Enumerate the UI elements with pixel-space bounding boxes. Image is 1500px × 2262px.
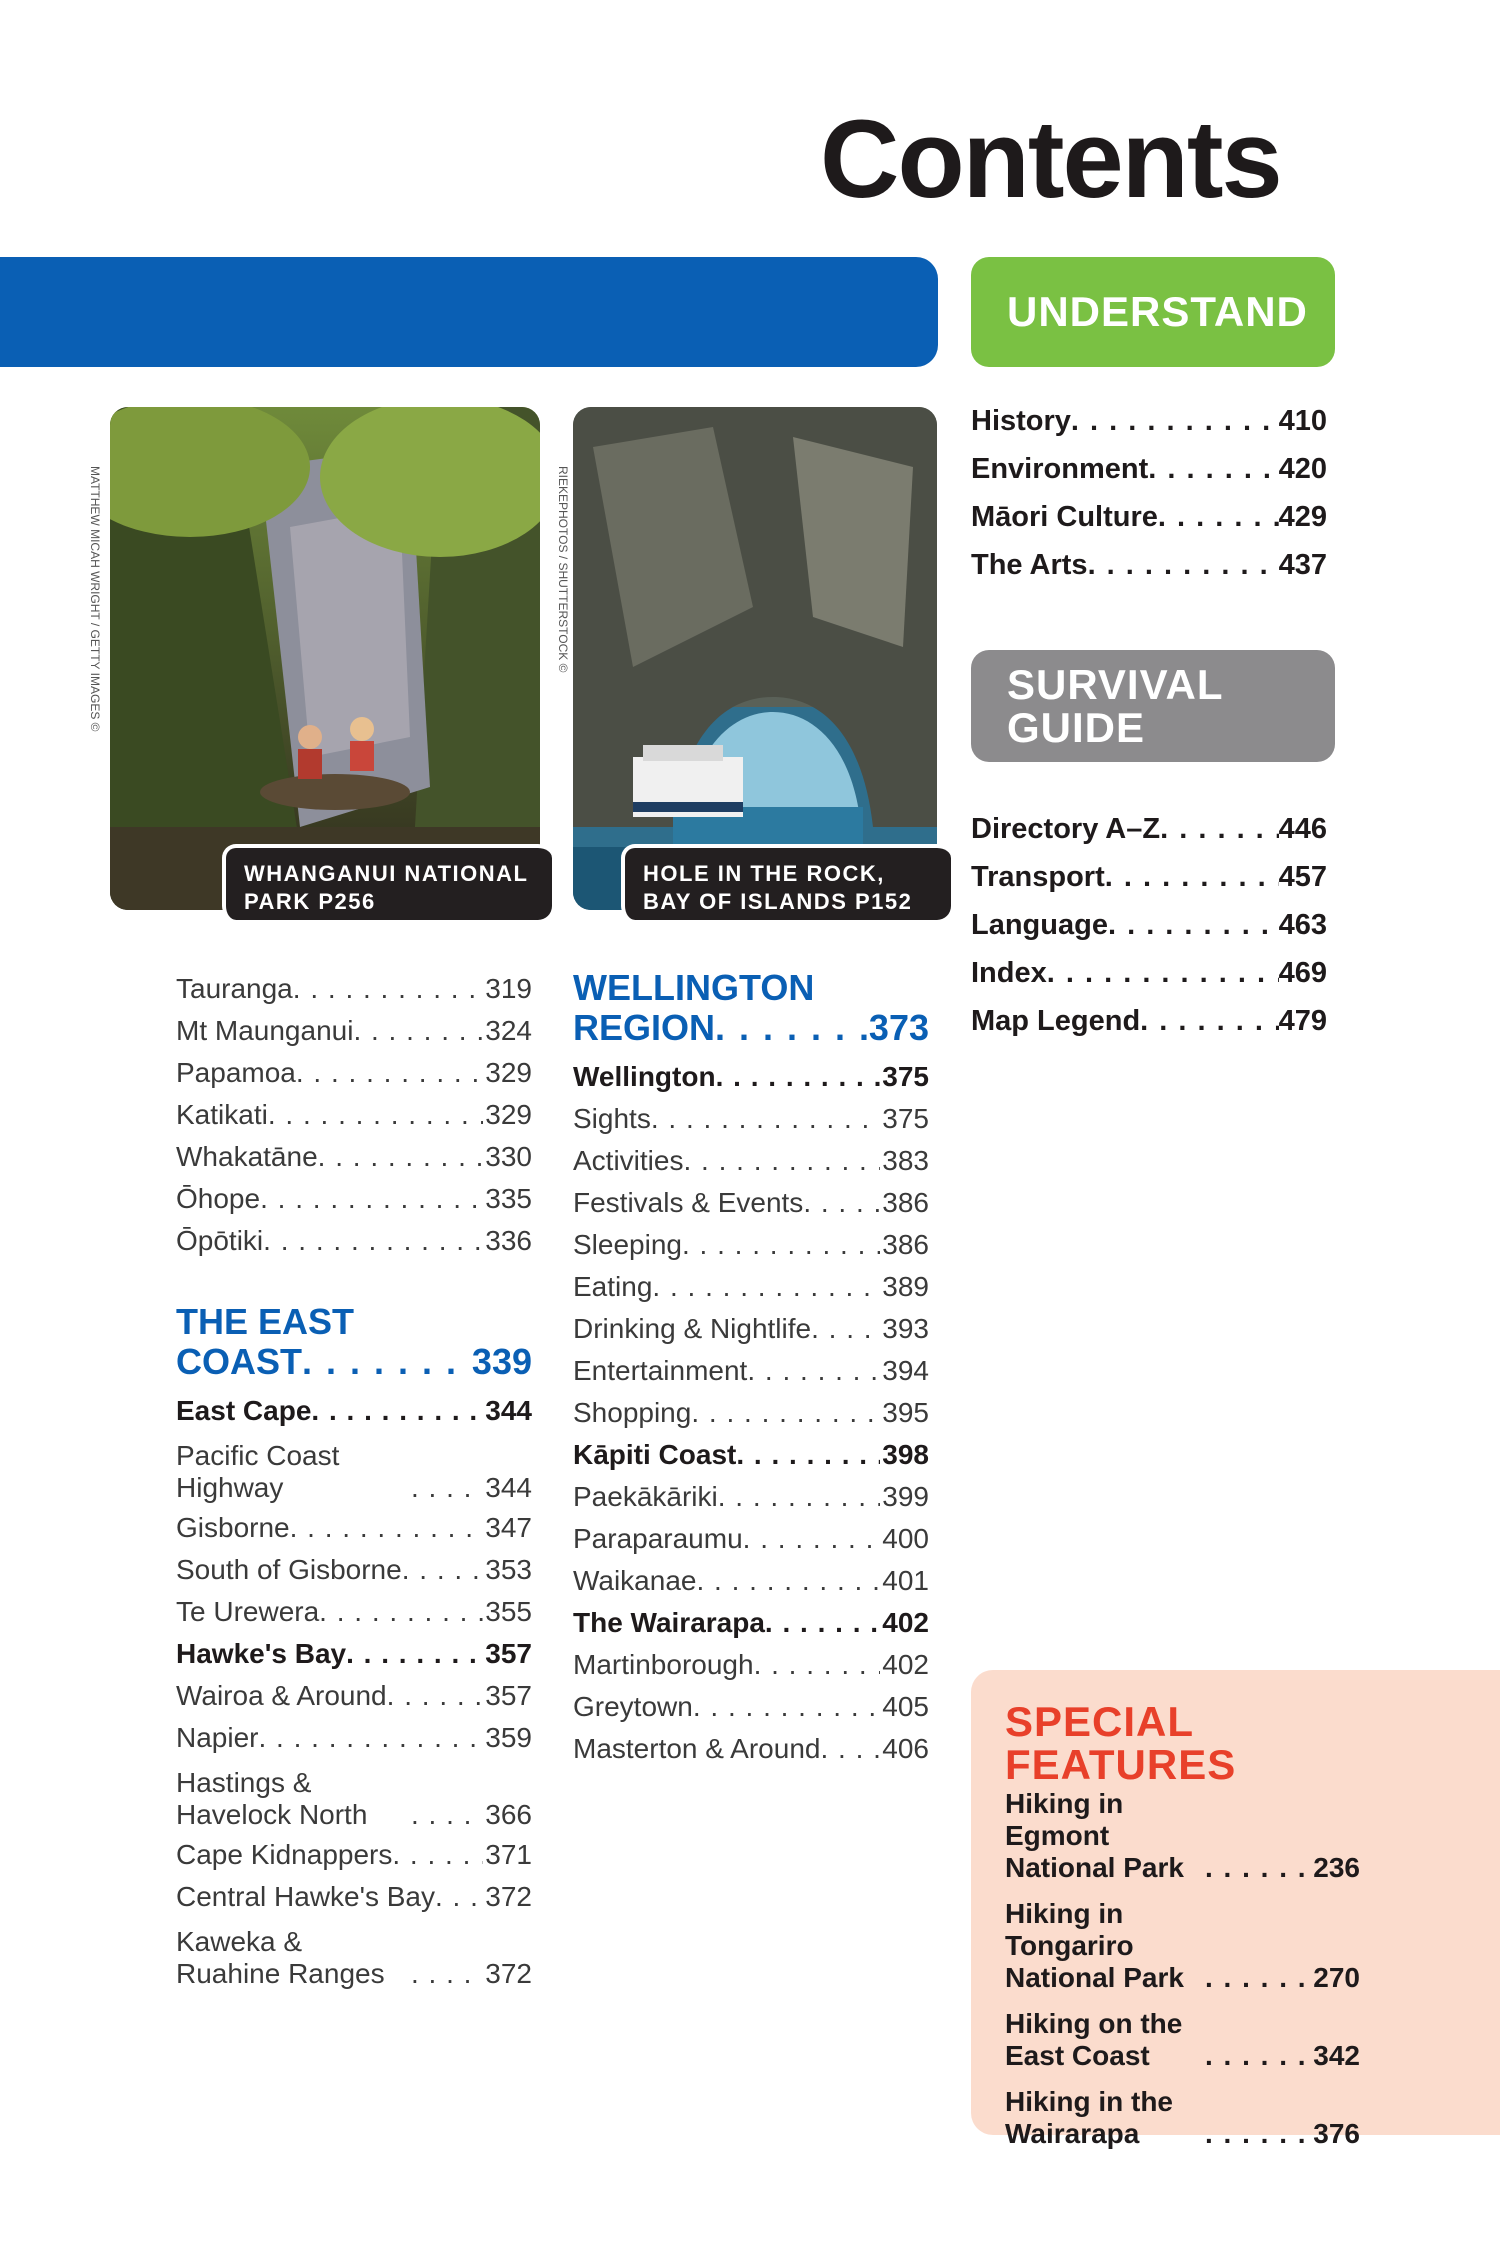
region-heading-east-coast[interactable]	[176, 1302, 532, 1382]
understand-item[interactable]: The Arts . . . 437	[971, 541, 1327, 589]
toc-item[interactable]: Kāpiti Coast . . . 398	[573, 1434, 929, 1476]
toc-item[interactable]: Sights . . . 375	[573, 1098, 929, 1140]
toc-item[interactable]: Drinking & Nightlife . . . 393	[573, 1308, 929, 1350]
survival-item[interactable]: Language . . . 463	[971, 901, 1327, 949]
toc-item[interactable]: Activities . . . 383	[573, 1140, 929, 1182]
survival-header-line1: SURVIVAL	[1007, 661, 1224, 708]
survival-item[interactable]: Directory A–Z . . . 446	[971, 805, 1327, 853]
hole-in-the-rock-photo	[573, 407, 937, 910]
toc-item[interactable]: Shopping . . . 395	[573, 1392, 929, 1434]
region-heading-wellington[interactable]	[573, 968, 929, 1048]
toc-item[interactable]: Wairoa & Around . . . 357	[176, 1675, 532, 1717]
survival-item[interactable]: Index . . . 469	[971, 949, 1327, 997]
special-features-list	[1005, 1788, 1360, 2164]
special-feature-item[interactable]: Hiking in the Wairarapa . . . 376	[1005, 2086, 1360, 2150]
region-heading-line2: COAST	[176, 1341, 302, 1382]
toc-item[interactable]: Central Hawke's Bay . . . 372	[176, 1876, 532, 1918]
section-color-band	[0, 257, 938, 367]
toc-item[interactable]: Kaweka & Ruahine Ranges . . . 372	[176, 1918, 532, 1993]
survival-list	[971, 805, 1327, 1045]
toc-item[interactable]: South of Gisborne . . . 353	[176, 1549, 532, 1591]
toc-item[interactable]: Katikati . . . 329	[176, 1094, 532, 1136]
special-features-title: SPECIAL FEATURES	[1005, 1698, 1237, 1788]
hole-in-the-rock-caption	[621, 844, 951, 920]
toc-item[interactable]: Napier . . . 359	[176, 1717, 532, 1759]
hole-caption-line1: HOLE IN THE ROCK,	[643, 861, 885, 886]
whanganui-caption	[222, 844, 552, 920]
toc-left-column	[176, 968, 532, 1993]
hole-in-the-rock-illustration	[573, 407, 937, 910]
understand-header	[971, 257, 1335, 367]
whanganui-photo	[110, 407, 540, 910]
toc-item[interactable]: Pacific Coast Highway . . . 344	[176, 1432, 532, 1507]
survival-item[interactable]: Map Legend . . . 479	[971, 997, 1327, 1045]
toc-item[interactable]: Martinborough . . . 402	[573, 1644, 929, 1686]
toc-item[interactable]: Te Urewera . . . 355	[176, 1591, 532, 1633]
whanganui-photo-illustration	[110, 407, 540, 910]
toc-item[interactable]: Hastings & Havelock North . . . 366	[176, 1759, 532, 1834]
toc-item[interactable]: Masterton & Around . . . 406	[573, 1728, 929, 1770]
survival-guide-header	[971, 650, 1335, 762]
toc-item[interactable]: Gisborne . . . 347	[176, 1507, 532, 1549]
toc-item[interactable]: Ōpōtiki . . . 336	[176, 1220, 532, 1262]
region-heading-line1: WELLINGTON	[573, 967, 815, 1008]
toc-item[interactable]: East Cape . . . 344	[176, 1390, 532, 1432]
toc-item[interactable]: Paraparaumu . . . 400	[573, 1518, 929, 1560]
toc-item[interactable]: Cape Kidnappers . . . 371	[176, 1834, 532, 1876]
special-feature-item[interactable]: Hiking in Tongariro National Park . . . 270	[1005, 1898, 1360, 1994]
hole-caption-line2: BAY OF ISLANDS P152	[643, 889, 913, 914]
survival-item[interactable]: Transport . . . 457	[971, 853, 1327, 901]
special-feature-item[interactable]: Hiking on the East Coast . . . 342	[1005, 2008, 1360, 2072]
toc-item[interactable]: Papamoa . . . 329	[176, 1052, 532, 1094]
special-feature-item[interactable]: Hiking in Egmont National Park . . . 236	[1005, 1788, 1360, 1884]
understand-list	[971, 397, 1327, 589]
toc-item[interactable]: Ōhope . . . 335	[176, 1178, 532, 1220]
toc-item[interactable]: Mt Maunganui . . . 324	[176, 1010, 532, 1052]
toc-item[interactable]: Greytown . . . 405	[573, 1686, 929, 1728]
toc-item[interactable]: Festivals & Events . . . 386	[573, 1182, 929, 1224]
toc-item[interactable]: Entertainment . . . 394	[573, 1350, 929, 1392]
photo-credit-right: RIEKEPHOTOS / SHUTTERSTOCK ©	[556, 466, 570, 673]
toc-item[interactable]: Paekākāriki . . . 399	[573, 1476, 929, 1518]
whanganui-caption-line1: WHANGANUI NATIONAL	[244, 861, 529, 886]
toc-item[interactable]: Wellington . . . 375	[573, 1056, 929, 1098]
understand-item[interactable]: History . . . 410	[971, 397, 1327, 445]
toc-item[interactable]: Sleeping . . . 386	[573, 1224, 929, 1266]
region-heading-line2: REGION	[573, 1007, 716, 1048]
region-page: 373	[868, 1007, 929, 1048]
whanganui-caption-line2: PARK P256	[244, 889, 376, 914]
region-page: 339	[471, 1341, 532, 1382]
understand-item[interactable]: Environment . . . 420	[971, 445, 1327, 493]
understand-header-label: UNDERSTAND	[1007, 288, 1308, 335]
toc-item[interactable]: Waikanae . . . 401	[573, 1560, 929, 1602]
region-heading-line1: THE EAST	[176, 1301, 355, 1342]
understand-item[interactable]: Māori Culture . . . 429	[971, 493, 1327, 541]
toc-item[interactable]: Tauranga . . . 319	[176, 968, 532, 1010]
photo-credit-left: MATTHEW MICAH WRIGHT / GETTY IMAGES ©	[88, 466, 102, 732]
toc-item[interactable]: The Wairarapa . . . 402	[573, 1602, 929, 1644]
toc-item[interactable]: Eating . . . 389	[573, 1266, 929, 1308]
toc-item[interactable]: Hawke's Bay . . . 357	[176, 1633, 532, 1675]
survival-header-line2: GUIDE	[1007, 704, 1146, 751]
toc-item[interactable]: Whakatāne . . . 330	[176, 1136, 532, 1178]
toc-middle-column	[573, 968, 929, 1770]
page-title: Contents	[820, 98, 1281, 221]
